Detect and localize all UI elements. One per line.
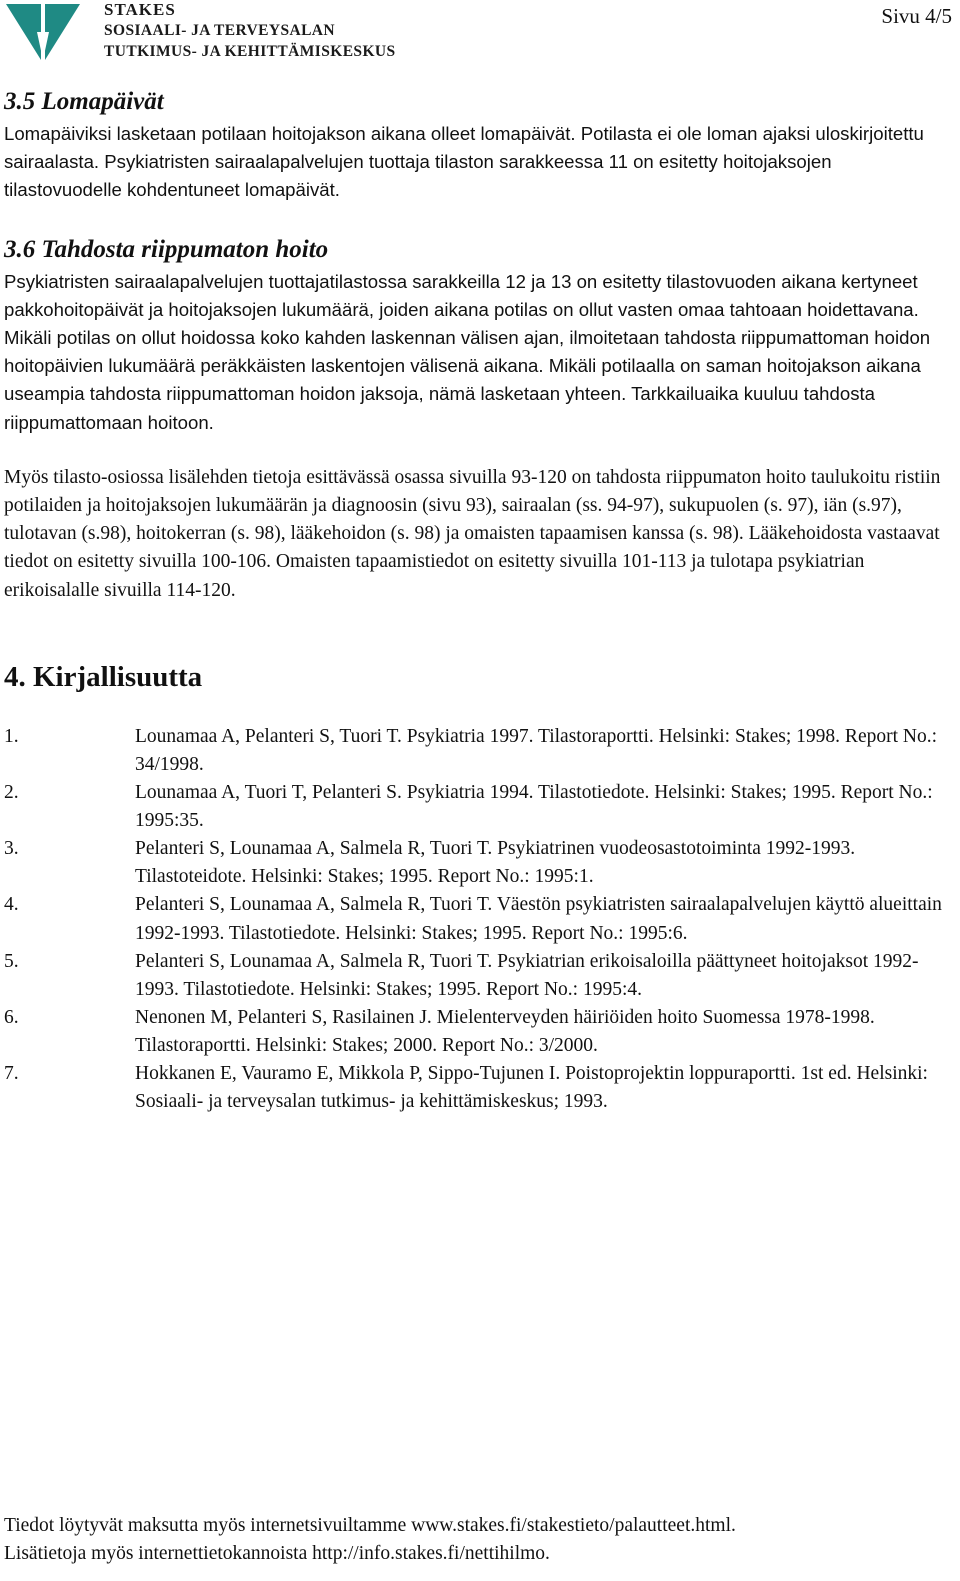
reference-number: 2. xyxy=(4,782,19,804)
section-heading-tahdosta: 3.6 Tahdosta riippumaton hoito xyxy=(4,235,329,263)
page-footer xyxy=(4,1512,736,1568)
org-line-3: TUTKIMUS- JA KEHITTÄMISKESKUS xyxy=(104,43,396,60)
section-paragraph-tahdosta-2: Myös tilasto-osiossa lisälehden tietoja esittävässä osassa sivuilla 93-120 on tahdosta riippumaton hoito taulukoitu ristiin potilaiden ja hoitojaksojen lukumäärän ja diagnoosin (sivu 93), sairaalan (ss. 94-97), sukupuolen (s. 97), iän (s.97), tulotavan (s.98), hoitokerran (s. 98), lääkehoidon (s. 98) ja omaisten tapaamisen kanssa (s. 98). Lääkehoidosta vastaavat tiedot on esitetty sivuilla 100-106. Omaisten tapaamistiedot on esitetty sivuilla 101-113 ja tulotapa psykiatrian erikoisalalle sivuilla 114-120. xyxy=(4,466,941,601)
stakes-logo-icon xyxy=(4,2,82,62)
reference-item xyxy=(4,835,954,891)
reference-text: Pelanteri S, Lounamaa A, Salmela R, Tuori T. Psykiatrian erikoisaloilla päättyneet hoitojaksot 1992-1993. Tilastotiedote. Helsinki: Stakes; 1995. Report No.: 1995:4. xyxy=(135,950,919,1000)
reference-number: 6. xyxy=(4,1006,19,1028)
reference-number: 4. xyxy=(4,894,19,916)
document-body xyxy=(4,84,954,1116)
footer-line-2: Lisätietoja myös internettietokannoista http://info.stakes.fi/nettihilmo. xyxy=(4,1543,550,1564)
reference-item xyxy=(4,1060,954,1116)
reference-item xyxy=(4,779,954,835)
reference-item xyxy=(4,891,954,947)
org-line-1: STAKES xyxy=(104,0,176,19)
reference-list xyxy=(4,723,954,1116)
reference-text: Pelanteri S, Lounamaa A, Salmela R, Tuori T. Psykiatrinen vuodeosastotoiminta 1992-1993. Tilastoteidote. Helsinki: Stakes; 1995. Report No.: 1995:1. xyxy=(135,838,856,888)
references-heading: 4. Kirjallisuutta xyxy=(4,660,203,693)
footer-line-1: Tiedot löytyvät maksutta myös internetsivuiltamme www.stakes.fi/stakestieto/palautteet.html. xyxy=(4,1515,736,1536)
organization-name xyxy=(104,0,396,62)
reference-text: Nenonen M, Pelanteri S, Rasilainen J. Mielenterveyden häiriöiden hoito Suomessa 1978-1998. Tilastoraportti. Helsinki: Stakes; 2000. Report No.: 3/2000. xyxy=(135,1006,875,1056)
reference-text: Hokkanen E, Vauramo E, Mikkola P, Sippo-Tujunen I. Poistoprojektin loppuraportti. 1st ed. Helsinki: Sosiaali- ja terveysalan tutkimus- ja kehittämiskeskus; 1993. xyxy=(135,1062,928,1113)
reference-text: Lounamaa A, Tuori T, Pelanteri S. Psykiatria 1994. Tilastotiedote. Helsinki: Stakes; 1995. Report No.: 1995:35. xyxy=(135,782,933,832)
page-number: Sivu 4/5 xyxy=(881,4,952,28)
section-paragraph-lomapaivat: Lomapäiviksi lasketaan potilaan hoitojakson aikana olleet lomapäivät. Potilasta ei ole loman ajaksi uloskirjoitettu sairaalasta. Psykiatristen sairaalapalvelujen tuottaja tilaston sarakkeessa 11 on esitetty hoitojaksojen tilastovuodelle kohdentuneet lomapäivät. xyxy=(4,123,924,201)
reference-number: 5. xyxy=(4,950,19,972)
org-line-2: SOSIAALI- JA TERVEYSALAN xyxy=(104,22,335,39)
reference-item xyxy=(4,948,954,1004)
reference-number: 7. xyxy=(4,1062,19,1084)
section-heading-lomapaivat: 3.5 Lomapäivät xyxy=(4,88,164,115)
reference-item xyxy=(4,1004,954,1060)
section-paragraph-tahdosta-1: Psykiatristen sairaalapalvelujen tuottajatilastossa sarakkeilla 12 ja 13 on esitetty tilastovuoden aikana kertyneet pakkohoitopäivät ja hoitojaksojen lukumäärä, joiden aikana potilas on ollut vasten omaa tahtoaan hoidettavana. Mikäli potilas on ollut hoidossa koko kahden laskennan välisen ajan, ilmoitetaan tahdosta riippumattoman hoidon hoitopäivien lukumäärä peräkkäisten laskentojen välisenä aikana. Mikäli potilaalla on saman hoitojakson aikana useampia tahdosta riippumattoman hoidon jaksoja, nämä lasketaan yhteen. Tarkkailuaika kuuluu tahdosta riippumattomaan hoitoon. xyxy=(4,270,931,433)
reference-number: 3. xyxy=(4,838,19,860)
reference-item xyxy=(4,723,954,779)
reference-text: Lounamaa A, Pelanteri S, Tuori T. Psykiatria 1997. Tilastoraportti. Helsinki: Stakes; 1998. Report No.: 34/1998. xyxy=(135,725,938,775)
reference-text: Pelanteri S, Lounamaa A, Salmela R, Tuori T. Väestön psykiatristen sairaalapalvelujen käyttö alueittain 1992-1993. Tilastotiedote. Helsinki: Stakes; 1995. Report No.: 1995:6. xyxy=(135,894,942,944)
reference-number: 1. xyxy=(4,725,19,747)
